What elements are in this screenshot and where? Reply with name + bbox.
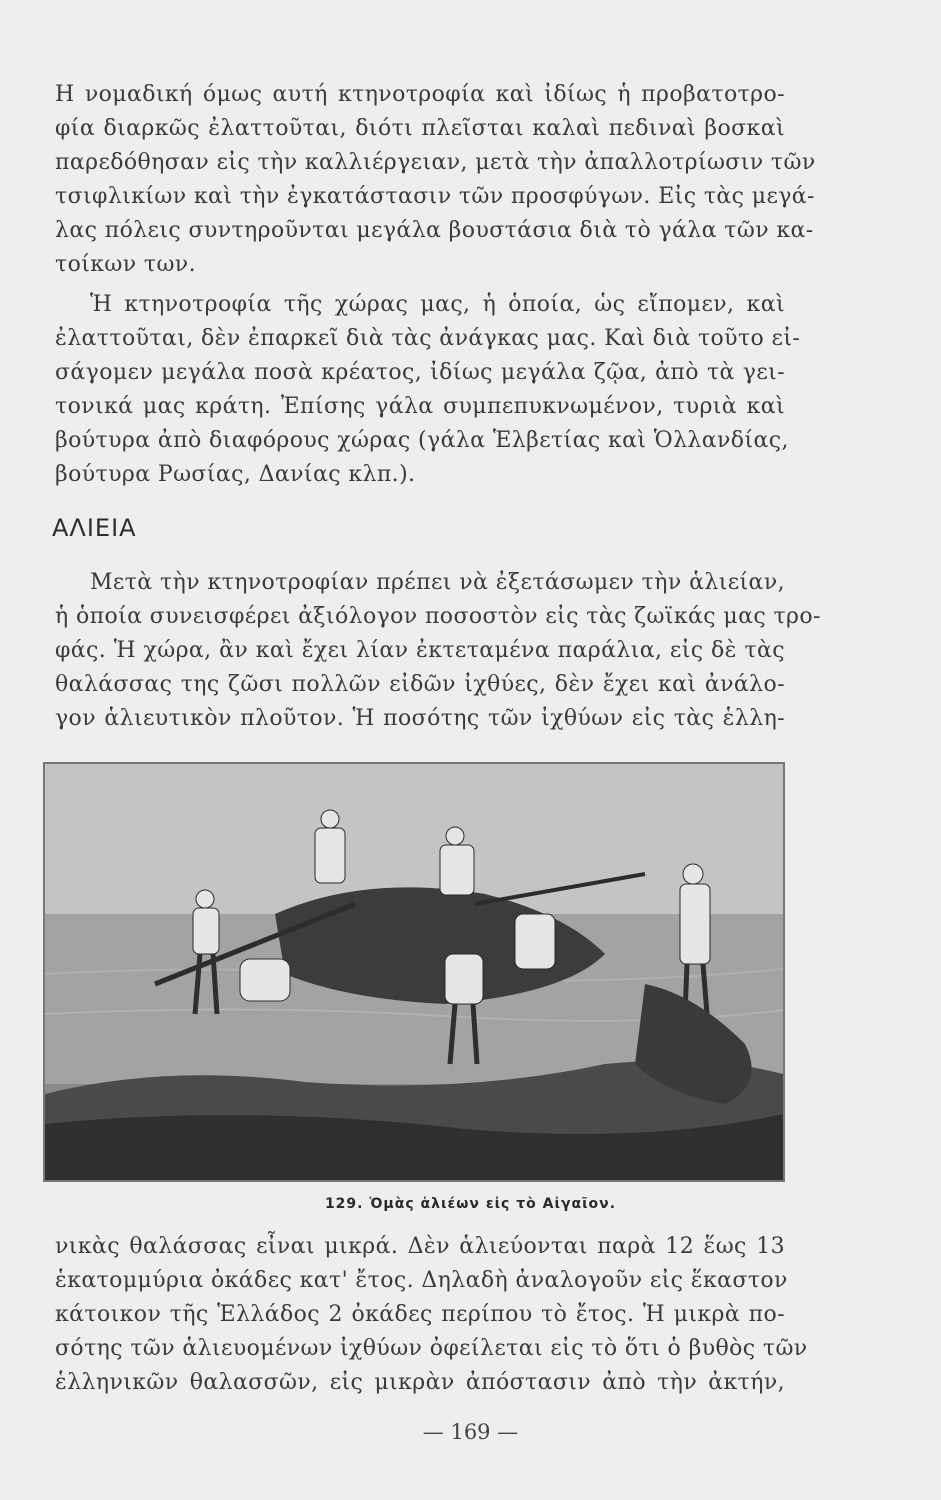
text-line: τοίκων των. <box>55 252 196 277</box>
text-line: σάγομεν μεγάλα ποσὰ κρέατος, ἰδίως μεγάλα ζῷα, ἀπὸ τὰ γει- <box>55 360 785 385</box>
text-line: φία διαρκῶς ἐλαττοῦται, διότι πλεῖσται καλαὶ πεδιναὶ βοσκαὶ <box>55 116 785 141</box>
text-line: Ἡ κτηνοτροφία τῆς χώρας μας, ἡ ὁποία, ὡς εἴπομεν, καὶ <box>90 292 785 317</box>
text-line: φάς. Ἡ χώρα, ἂν καὶ ἔχει λίαν ἐκτεταμένα παράλια, εἰς δὲ τὰς <box>55 638 785 663</box>
text-line: παρεδόθησαν εἰς τὴν καλλιέργειαν, μετὰ τὴν ἀπαλλοτρίωσιν τῶν <box>55 150 816 175</box>
text-line: τσιφλικίων καὶ τὴν ἐγκατάστασιν τῶν προσφύγων. Εἰς τὰς μεγά- <box>55 184 815 209</box>
text-line: ἡ ὁποία συνεισφέρει ἀξιόλογον ποσοστὸν εἰς τὰς ζωϊκάς μας τρο- <box>55 604 821 629</box>
text-line: Μετὰ τὴν κτηνοτροφίαν πρέπει νὰ ἐξετάσωμεν τὴν ἁλιείαν, <box>90 570 785 595</box>
section-heading: ΑΛΙΕΙΑ <box>52 514 137 542</box>
text-line: βούτυρα Ρωσίας, Δανίας κλπ.). <box>55 462 416 487</box>
text-line: Η νομαδική όμως αυτή κτηνοτροφία καὶ ἰδίως ἡ προβατοτρο- <box>55 82 785 107</box>
text-line: ἑλληνικῶν θαλασσῶν, εἰς μικρὰν ἀπόστασιν ἀπὸ τὴν ἀκτήν, <box>55 1370 785 1395</box>
text-line: τονικά μας κράτη. Ἐπίσης γάλα συμπεπυκνωμένον, τυριὰ καὶ <box>55 394 785 419</box>
text-line: νικὰς θαλάσσας εἶναι μικρά. Δὲν ἁλιεύονται παρὰ 12 ἕως 13 <box>55 1234 785 1259</box>
text-line: σότης τῶν ἁλιευομένων ἰχθύων ὀφείλεται εἰς τὸ ὅτι ὁ βυθὸς τῶν <box>55 1336 808 1361</box>
text-line: θαλάσσας της ζῶσι πολλῶν εἰδῶν ἰχθύες, δὲν ἔχει καὶ ἀνάλο- <box>55 672 785 697</box>
text-line: ἐλαττοῦται, δὲν ἐπαρκεῖ διὰ τὰς ἀνάγκας μας. Καὶ διὰ τοῦτο εἰ- <box>55 326 801 351</box>
text-line: λας πόλεις συντηροῦνται μεγάλα βουστάσια διὰ τὸ γάλα τῶν κα- <box>55 218 814 243</box>
text-line: ἑκατομμύρια ὀκάδες κατ' ἔτος. Δηλαδὴ ἀναλογοῦν εἰς ἕκαστον <box>55 1268 788 1293</box>
text-line: γον ἁλιευτικὸν πλοῦτον. Ἡ ποσότης τῶν ἰχθύων εἰς τὰς ἑλλη- <box>55 706 785 731</box>
page-number: — 169 — <box>422 1420 519 1444</box>
figure-caption: 129. Ὁμὰς ἁλιέων εἰς τὸ Αἰγαῖον. <box>324 1196 617 1212</box>
text-line: βούτυρα ἀπὸ διαφόρους χώρας (γάλα Ἑλβετίας καὶ Ὁλλανδίας, <box>55 428 789 453</box>
fishermen-photograph <box>43 762 785 1182</box>
text-line: κάτοικον τῆς Ἑλλάδος 2 ὀκάδες περίπου τὸ ἔτος. Ἡ μικρὰ πο- <box>55 1302 785 1327</box>
